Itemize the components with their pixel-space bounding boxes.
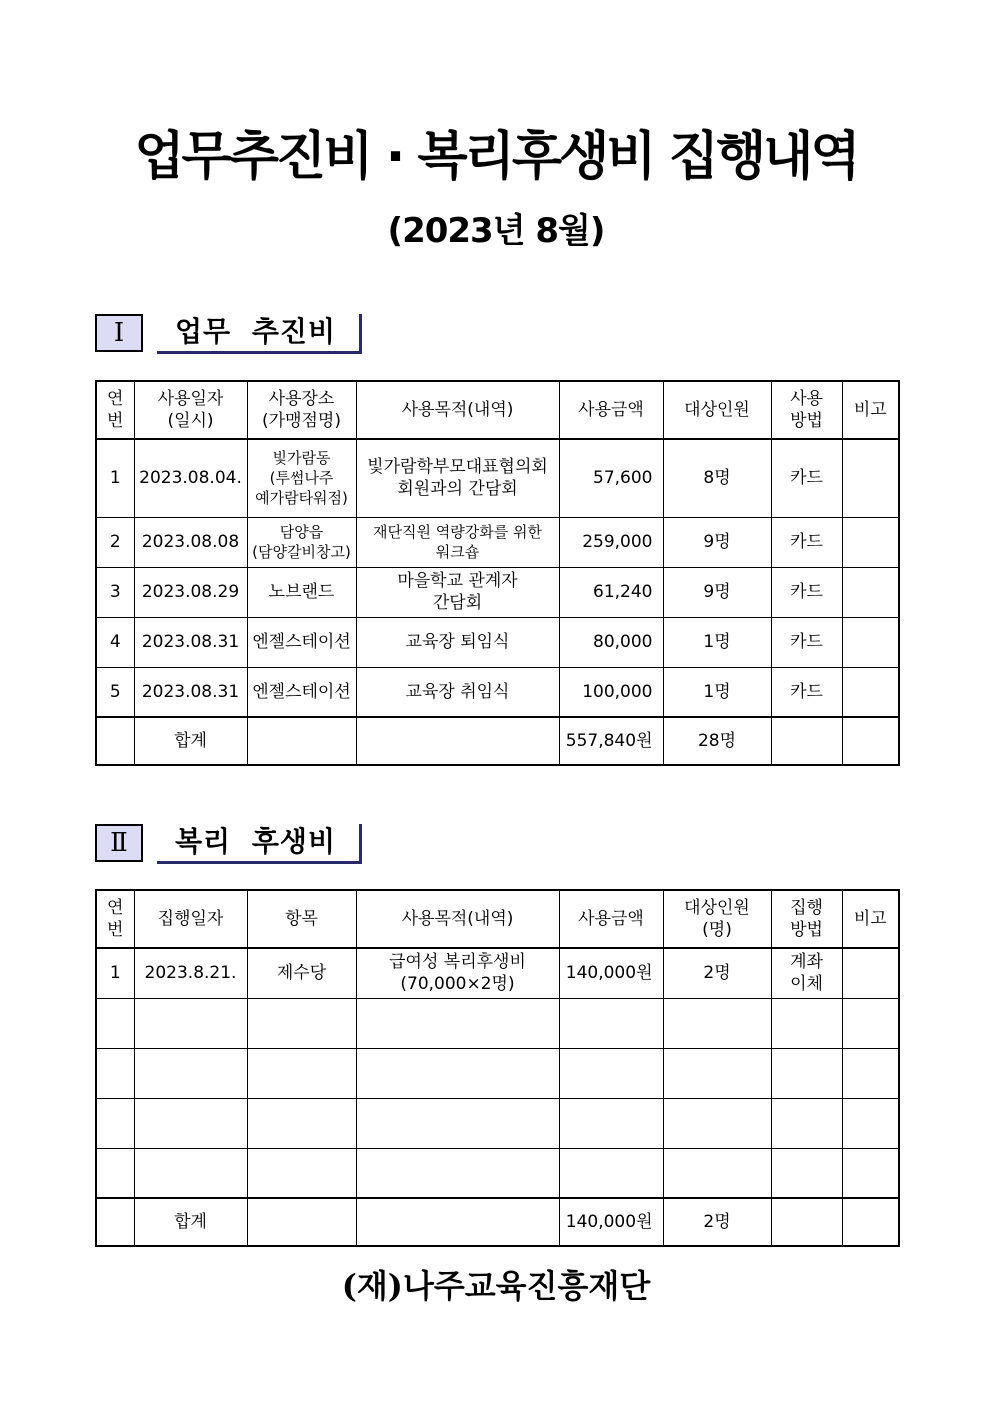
total-label: 합계 bbox=[134, 717, 247, 765]
header-no: 연 번 bbox=[96, 890, 134, 948]
total-blank bbox=[247, 1198, 356, 1246]
total-amount: 140,000원 bbox=[559, 1198, 663, 1246]
cell-note bbox=[842, 667, 899, 717]
cell-no: 1 bbox=[96, 948, 134, 998]
cell-place: 담양읍 (담양갈비창고) bbox=[247, 517, 356, 567]
cell-purpose: 재단직원 역량강화를 위한 워크숍 bbox=[356, 517, 559, 567]
cell-amount: 100,000 bbox=[559, 667, 663, 717]
cell-place: 노브랜드 bbox=[247, 567, 356, 617]
empty-cell bbox=[663, 1148, 771, 1198]
cell-purpose: 교육장 취임식 bbox=[356, 667, 559, 717]
cell-people: 8명 bbox=[663, 439, 771, 517]
empty-cell bbox=[842, 1098, 899, 1148]
total-row bbox=[96, 717, 899, 765]
header-purpose: 사용목적(내역) bbox=[356, 381, 559, 439]
cell-place: 빛가람동 (투썸나주 예가람타워점) bbox=[247, 439, 356, 517]
header-people: 대상인원 (명) bbox=[663, 890, 771, 948]
cell-people: 1명 bbox=[663, 667, 771, 717]
total-blank bbox=[356, 1198, 559, 1246]
empty-cell bbox=[96, 1048, 134, 1098]
page-title: 업무추진비 · 복리후생비 집행내역 bbox=[134, 127, 858, 187]
cell-note bbox=[842, 617, 899, 667]
cell-note bbox=[842, 567, 899, 617]
table-row bbox=[96, 517, 899, 567]
header-no: 연 번 bbox=[96, 381, 134, 439]
cell-no: 4 bbox=[96, 617, 134, 667]
empty-cell bbox=[559, 1098, 663, 1148]
section2-title: 복리 후생비 bbox=[157, 824, 362, 864]
cell-method: 카드 bbox=[771, 667, 842, 717]
cell-amount: 259,000 bbox=[559, 517, 663, 567]
cell-no: 2 bbox=[96, 517, 134, 567]
total-blank bbox=[96, 717, 134, 765]
total-blank bbox=[771, 1198, 842, 1246]
expense-table-business bbox=[95, 380, 900, 766]
expense-table-welfare bbox=[95, 889, 900, 1247]
empty-row bbox=[96, 1148, 899, 1198]
table-row bbox=[96, 567, 899, 617]
total-people: 28명 bbox=[663, 717, 771, 765]
header-method: 집행 방법 bbox=[771, 890, 842, 948]
cell-amount: 80,000 bbox=[559, 617, 663, 667]
cell-no: 3 bbox=[96, 567, 134, 617]
cell-purpose: 교육장 퇴임식 bbox=[356, 617, 559, 667]
total-blank bbox=[96, 1198, 134, 1246]
cell-item: 제수당 bbox=[247, 948, 356, 998]
empty-cell bbox=[559, 998, 663, 1048]
empty-cell bbox=[356, 1148, 559, 1198]
section2-number: Ⅱ bbox=[95, 824, 143, 862]
cell-date: 2023.08.29 bbox=[134, 567, 247, 617]
cell-purpose: 빛가람학부모대표협의회 회원과의 간담회 bbox=[356, 439, 559, 517]
header-amount: 사용금액 bbox=[559, 381, 663, 439]
table-row bbox=[96, 439, 899, 517]
cell-purpose: 마을학교 관계자 간담회 bbox=[356, 567, 559, 617]
header-method: 사용 방법 bbox=[771, 381, 842, 439]
cell-amount: 57,600 bbox=[559, 439, 663, 517]
empty-cell bbox=[663, 1098, 771, 1148]
empty-cell bbox=[96, 1098, 134, 1148]
section1-title: 업무 추진비 bbox=[157, 314, 362, 354]
empty-cell bbox=[771, 1048, 842, 1098]
empty-cell bbox=[247, 1098, 356, 1148]
cell-date: 2023.8.21. bbox=[134, 948, 247, 998]
empty-cell bbox=[134, 998, 247, 1048]
table-header-row bbox=[96, 890, 899, 948]
cell-amount: 140,000원 bbox=[559, 948, 663, 998]
total-blank bbox=[771, 717, 842, 765]
cell-method: 카드 bbox=[771, 439, 842, 517]
empty-cell bbox=[247, 1048, 356, 1098]
cell-people: 9명 bbox=[663, 567, 771, 617]
header-purpose: 사용목적(내역) bbox=[356, 890, 559, 948]
cell-date: 2023.08.08 bbox=[134, 517, 247, 567]
empty-cell bbox=[134, 1048, 247, 1098]
cell-amount: 61,240 bbox=[559, 567, 663, 617]
cell-method: 카드 bbox=[771, 617, 842, 667]
total-amount: 557,840원 bbox=[559, 717, 663, 765]
cell-note bbox=[842, 439, 899, 517]
empty-row bbox=[96, 998, 899, 1048]
cell-date: 2023.08.04. bbox=[134, 439, 247, 517]
empty-cell bbox=[771, 1098, 842, 1148]
cell-method: 계좌 이체 bbox=[771, 948, 842, 998]
cell-people: 1명 bbox=[663, 617, 771, 667]
empty-cell bbox=[842, 1048, 899, 1098]
header-place: 사용장소 (가맹점명) bbox=[247, 381, 356, 439]
cell-no: 1 bbox=[96, 439, 134, 517]
header-item: 항목 bbox=[247, 890, 356, 948]
empty-cell bbox=[842, 998, 899, 1048]
table-header-row bbox=[96, 381, 899, 439]
empty-cell bbox=[663, 1048, 771, 1098]
cell-people: 9명 bbox=[663, 517, 771, 567]
cell-note bbox=[842, 517, 899, 567]
empty-cell bbox=[247, 998, 356, 1048]
empty-row bbox=[96, 1048, 899, 1098]
empty-cell bbox=[134, 1148, 247, 1198]
section1-number: Ⅰ bbox=[95, 314, 143, 352]
cell-no: 5 bbox=[96, 667, 134, 717]
cell-note bbox=[842, 948, 899, 998]
cell-date: 2023.08.31 bbox=[134, 667, 247, 717]
cell-place: 엔젤스테이션 bbox=[247, 617, 356, 667]
empty-cell bbox=[559, 1148, 663, 1198]
empty-cell bbox=[96, 1148, 134, 1198]
cell-place: 엔젤스테이션 bbox=[247, 667, 356, 717]
empty-cell bbox=[771, 998, 842, 1048]
empty-cell bbox=[356, 998, 559, 1048]
empty-cell bbox=[134, 1098, 247, 1148]
cell-method: 카드 bbox=[771, 517, 842, 567]
header-note: 비고 bbox=[842, 381, 899, 439]
total-blank bbox=[842, 1198, 899, 1246]
total-blank bbox=[247, 717, 356, 765]
total-row bbox=[96, 1198, 899, 1246]
empty-cell bbox=[663, 998, 771, 1048]
empty-cell bbox=[559, 1048, 663, 1098]
empty-cell bbox=[356, 1048, 559, 1098]
cell-purpose: 급여성 복리후생비 (70,000×2명) bbox=[356, 948, 559, 998]
empty-cell bbox=[771, 1148, 842, 1198]
table-row bbox=[96, 667, 899, 717]
empty-cell bbox=[842, 1148, 899, 1198]
page-subtitle: (2023년 8월) bbox=[387, 211, 605, 251]
cell-people: 2명 bbox=[663, 948, 771, 998]
header-date: 집행일자 bbox=[134, 890, 247, 948]
header-amount: 사용금액 bbox=[559, 890, 663, 948]
total-people: 2명 bbox=[663, 1198, 771, 1246]
cell-date: 2023.08.31 bbox=[134, 617, 247, 667]
empty-row bbox=[96, 1098, 899, 1148]
organization-name: (재)나주교육진흥재단 bbox=[341, 1267, 651, 1305]
table-row bbox=[96, 948, 899, 998]
header-note: 비고 bbox=[842, 890, 899, 948]
total-blank bbox=[842, 717, 899, 765]
empty-cell bbox=[356, 1098, 559, 1148]
total-label: 합계 bbox=[134, 1198, 247, 1246]
cell-method: 카드 bbox=[771, 567, 842, 617]
header-date: 사용일자 (일시) bbox=[134, 381, 247, 439]
total-blank bbox=[356, 717, 559, 765]
table-row bbox=[96, 617, 899, 667]
empty-cell bbox=[96, 998, 134, 1048]
header-people: 대상인원 bbox=[663, 381, 771, 439]
empty-cell bbox=[247, 1148, 356, 1198]
